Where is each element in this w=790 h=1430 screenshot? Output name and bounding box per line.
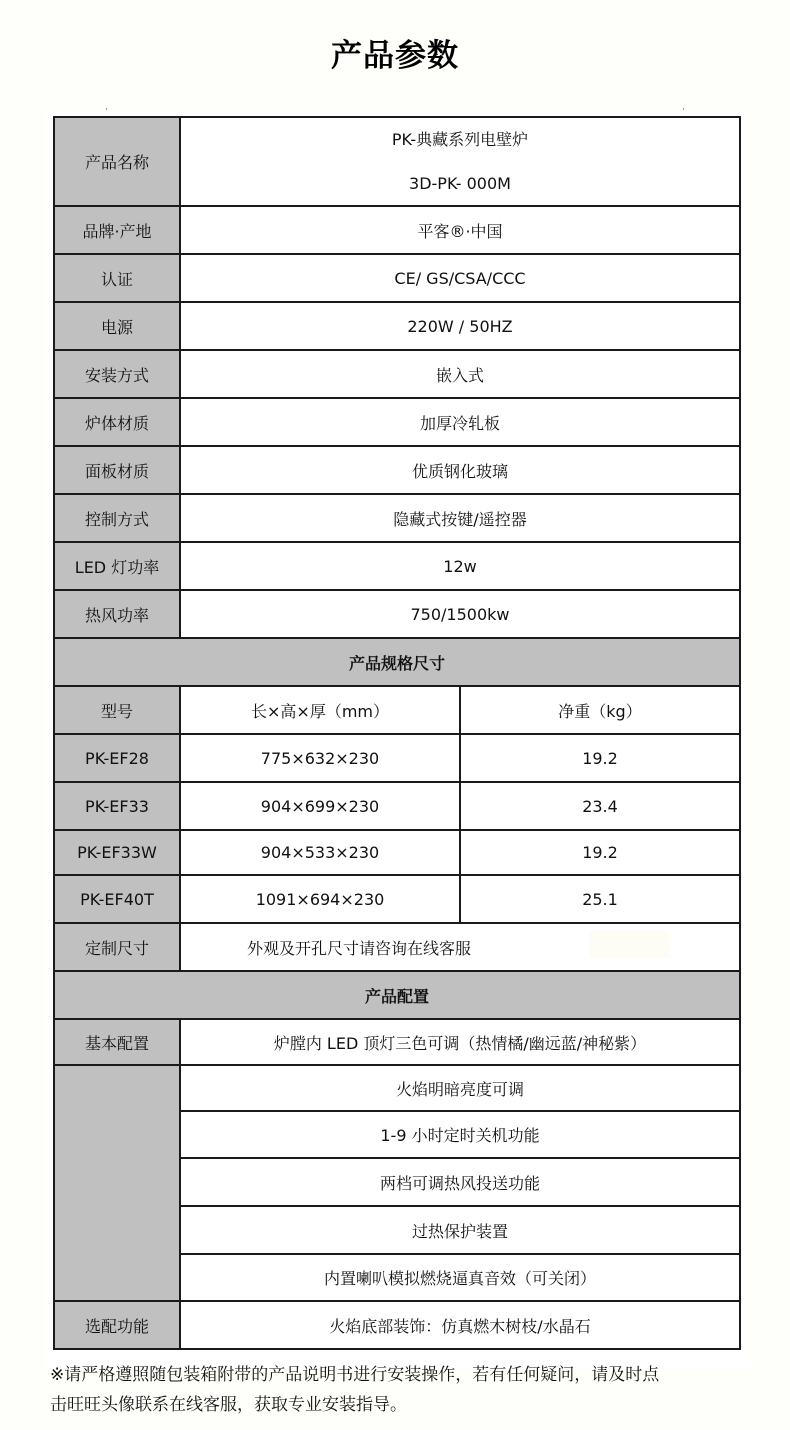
- optional-config-row: [54, 1301, 740, 1349]
- feature-row: [54, 1065, 740, 1111]
- column-header-dimensions: 长×高×厚（mm）: [180, 686, 460, 734]
- param-row-control: [54, 494, 740, 542]
- section-title-config: 产品配置: [54, 971, 740, 1019]
- page-title: 产品参数: [331, 38, 459, 74]
- param-label: 面板材质: [54, 446, 180, 494]
- weight-cell: 25.1: [460, 875, 740, 923]
- param-value: 加厚冷轧板: [180, 398, 740, 446]
- feature-item: 内置喇叭模拟燃烧逼真音效（可关闭）: [180, 1254, 740, 1301]
- optional-config-label: 选配功能: [54, 1301, 180, 1349]
- param-label: 品牌·产地: [54, 206, 180, 254]
- column-header-model: 型号: [54, 686, 180, 734]
- dimensions-cell: 1091×694×230: [180, 875, 460, 923]
- feature-list-table: [53, 1064, 741, 1350]
- param-value: CE/ GS/CSA/CCC: [180, 254, 740, 302]
- section-title-specs: 产品规格尺寸: [54, 638, 740, 686]
- note-line-2: 击旺旺头像联系在线客服，获取专业安装指导。: [50, 1395, 407, 1415]
- custom-size-value: 外观及开孔尺寸请咨询在线客服: [247, 938, 472, 958]
- dimensions-cell: 904×699×230: [180, 782, 460, 830]
- custom-size-row: [54, 923, 740, 971]
- param-row-certification: [54, 254, 740, 302]
- optional-config-value: 火焰底部装饰：仿真燃木树枝/水晶石: [180, 1301, 740, 1349]
- specs-header-row: [54, 686, 740, 734]
- param-value: 优质钢化玻璃: [180, 446, 740, 494]
- param-row-power-supply: [54, 302, 740, 350]
- feature-group-label: [54, 1065, 180, 1301]
- product-params-table: [53, 116, 741, 1066]
- param-value: 12w: [180, 542, 740, 590]
- custom-size-label: 定制尺寸: [54, 923, 180, 971]
- specs-row: [54, 875, 740, 923]
- param-row-installation: [54, 350, 740, 398]
- model-cell: PK-EF28: [54, 734, 180, 782]
- basic-config-row: [54, 1019, 740, 1065]
- installation-note: [50, 1360, 750, 1420]
- param-value: 750/1500kw: [180, 590, 740, 638]
- param-label: 炉体材质: [54, 398, 180, 446]
- dimensions-cell: 904×533×230: [180, 830, 460, 875]
- product-model-code: 3D-PK- 000M: [409, 173, 511, 193]
- weight-cell: 19.2: [460, 734, 740, 782]
- specs-row: [54, 782, 740, 830]
- param-label: LED 灯功率: [54, 542, 180, 590]
- weight-cell: 23.4: [460, 782, 740, 830]
- param-label: 认证: [54, 254, 180, 302]
- param-value: 平客®·中国: [180, 206, 740, 254]
- param-row-brand: [54, 206, 740, 254]
- model-cell: PK-EF33W: [54, 830, 180, 875]
- param-value: 220W / 50HZ: [180, 302, 740, 350]
- param-label: 热风功率: [54, 590, 180, 638]
- specs-row: [54, 830, 740, 875]
- faint-placeholder-box: [589, 931, 669, 958]
- feature-item: 火焰明暗亮度可调: [180, 1065, 740, 1111]
- param-row-led-power: [54, 542, 740, 590]
- basic-config-value: 炉膛内 LED 顶灯三色可调（热情橘/幽远蓝/神秘紫）: [180, 1019, 740, 1065]
- section-header-specs: [54, 638, 740, 686]
- model-cell: PK-EF40T: [54, 875, 180, 923]
- column-header-weight: 净重（kg）: [460, 686, 740, 734]
- param-row-body-material: [54, 398, 740, 446]
- param-label: 产品名称: [54, 117, 180, 206]
- feature-item: 1-9 小时定时关机功能: [180, 1111, 740, 1158]
- note-line-1: ※请严格遵照随包装箱附带的产品说明书进行安装操作，若有任何疑问，请及时点: [50, 1365, 660, 1385]
- param-row-panel-material: [54, 446, 740, 494]
- param-row-product-name: [54, 117, 740, 206]
- param-label: 控制方式: [54, 494, 180, 542]
- feature-item: 过热保护装置: [180, 1206, 740, 1254]
- weight-cell: 19.2: [460, 830, 740, 875]
- param-label: 电源: [54, 302, 180, 350]
- param-value-product-name: [180, 117, 740, 206]
- feature-item: 两档可调热风投送功能: [180, 1158, 740, 1206]
- param-label: 安装方式: [54, 350, 180, 398]
- param-value: 嵌入式: [180, 350, 740, 398]
- param-row-heater-power: [54, 590, 740, 638]
- specs-row: [54, 734, 740, 782]
- dimensions-cell: 775×632×230: [180, 734, 460, 782]
- product-series-name: PK-典藏系列电壁炉: [391, 129, 529, 149]
- basic-config-label: 基本配置: [54, 1019, 180, 1065]
- model-cell: PK-EF33: [54, 782, 180, 830]
- param-value: 隐藏式按键/遥控器: [180, 494, 740, 542]
- section-header-config: [54, 971, 740, 1019]
- custom-size-value-cell: [180, 923, 740, 971]
